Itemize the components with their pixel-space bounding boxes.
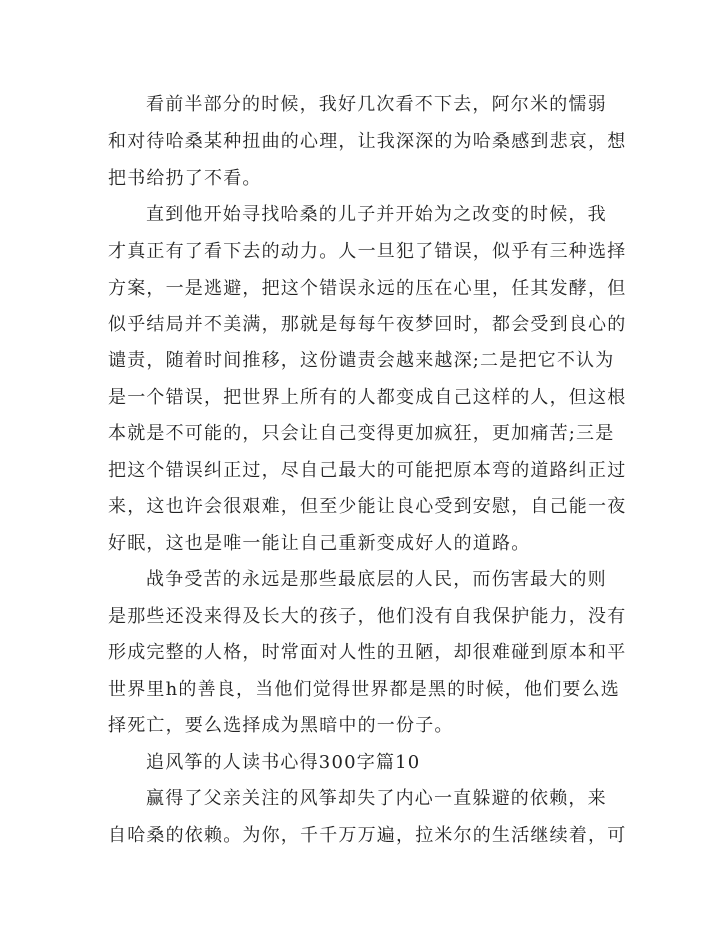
paragraph-4-line-1: 赢得了父亲关注的风筝却失了内心一直躲避的依赖，来 — [146, 788, 607, 809]
paragraph-3-line-4: 世界里h的善良，当他们觉得世界都是黑的时候，他们要么选 — [108, 679, 620, 700]
paragraph-2-line-6: 是一个错误，把世界上所有的人都变成自己这样的人，但这根 — [108, 387, 627, 408]
paragraph-2-line-9: 来，这也许会很艰难，但至少能让良心受到安慰，自己能一夜 — [108, 496, 627, 517]
paragraph-1-line-3: 把书给扔了不看。 — [108, 168, 262, 189]
paragraph-2-line-8: 把这个错误纠正过，尽自己最大的可能把原本弯的道路纠正过 — [108, 460, 627, 481]
paragraph-3-line-5: 择死亡，要么选择成为黑暗中的一份子。 — [108, 715, 454, 736]
paragraph-2-line-2: 才真正有了看下去的动力。人一旦犯了错误，似乎有三种选择 — [108, 241, 627, 262]
section-heading: 追风筝的人读书心得300字篇10 — [146, 752, 421, 773]
paragraph-2-line-1: 直到他开始寻找哈桑的儿子并开始为之改变的时候，我 — [146, 204, 607, 225]
paragraph-3-line-1: 战争受苦的永远是那些最底层的人民，而伤害最大的则 — [146, 569, 607, 590]
paragraph-1-line-2: 和对待哈桑某种扭曲的心理，让我深深的为哈桑感到悲哀，想 — [108, 131, 627, 152]
paragraph-2-line-5: 谴责，随着时间推移，这份谴责会越来越深;二是把它不认为 — [108, 350, 615, 371]
paragraph-2-line-10: 好眠，这也是唯一能让自己重新变成好人的道路。 — [108, 533, 531, 554]
paragraph-2-line-4: 似乎结局并不美满，那就是每每午夜梦回时，都会受到良心的 — [108, 314, 627, 335]
paragraph-2-line-3: 方案，一是逃避，把这个错误永远的压在心里，任其发酵，但 — [108, 278, 627, 299]
paragraph-3-line-3: 形成完整的人格，时常面对人性的丑陋，却很难碰到原本和平 — [108, 642, 627, 663]
paragraph-2-line-7: 本就是不可能的，只会让自己变得更加疯狂，更加痛苦;三是 — [108, 423, 615, 444]
paragraph-4-line-2: 自哈桑的依赖。为你，千千万万遍，拉米尔的生活继续着，可 — [108, 825, 627, 846]
paragraph-1-line-1: 看前半部分的时候，我好几次看不下去，阿尔米的懦弱 — [146, 94, 607, 115]
paragraph-3-line-2: 是那些还没来得及长大的孩子，他们没有自我保护能力，没有 — [108, 606, 627, 627]
